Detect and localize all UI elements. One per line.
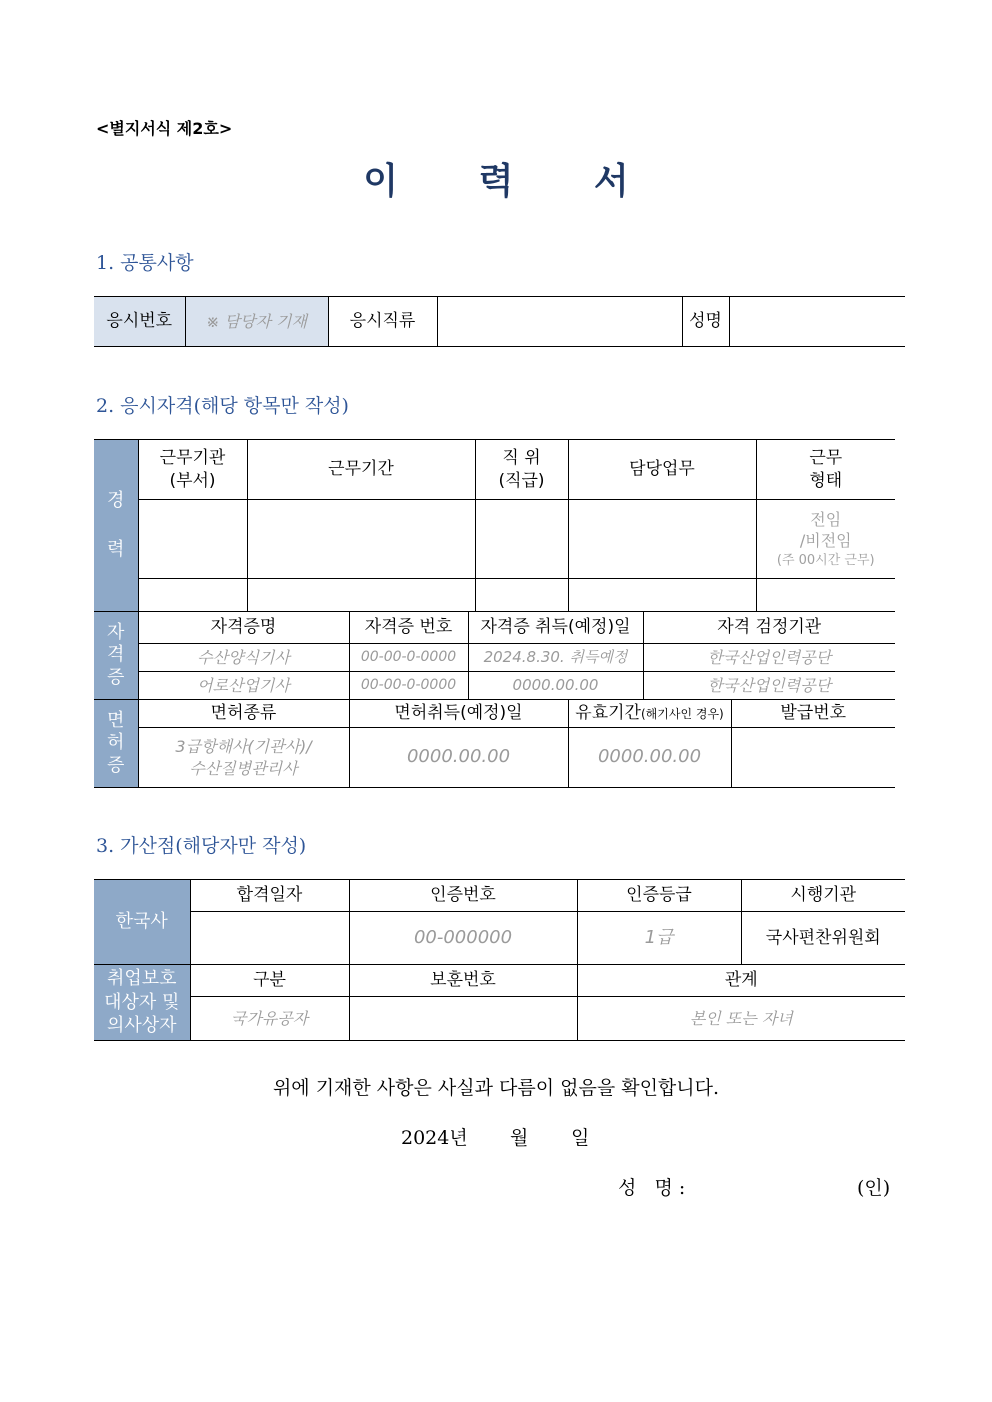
- col-period: 근무기간: [247, 440, 475, 500]
- pass-date-field[interactable]: [190, 912, 349, 965]
- veteran-side-label: 취업보호 대상자 및 의사상자: [94, 965, 190, 1041]
- career-period-field[interactable]: [247, 500, 475, 579]
- cert-org-1[interactable]: 한국산업인력공단: [643, 644, 895, 672]
- license-side-label: 면 허 증: [94, 700, 138, 788]
- career-duty-field-2[interactable]: [568, 579, 756, 612]
- career-table: [94, 439, 895, 612]
- certificate-side-label: 자 격 증: [94, 612, 138, 700]
- col-cert-date: 자격증 취득(예정)일: [468, 612, 643, 644]
- col-license-valid: 유효기간(해기사인 경우): [568, 700, 731, 728]
- col-cert-org: 자격 검정기관: [643, 612, 895, 644]
- exam-number-value: ※ 담당자 기재: [185, 297, 328, 347]
- career-rank-field-2[interactable]: [475, 579, 568, 612]
- confirmation-text: 위에 기재한 사항은 사실과 다름이 없음을 확인합니다.: [272, 1077, 720, 1099]
- col-license-type: 면허종류: [138, 700, 349, 728]
- career-rank-field[interactable]: [475, 500, 568, 579]
- cert-org-2[interactable]: 한국산업인력공단: [643, 672, 895, 700]
- cert-date-2[interactable]: 0000.00.00: [468, 672, 643, 700]
- col-veteran-no: 보훈번호: [349, 965, 577, 997]
- date-year: 2024년: [401, 1127, 468, 1149]
- work-type-field-2[interactable]: [756, 579, 895, 612]
- grade-value[interactable]: 1급: [577, 912, 741, 965]
- col-cert-name: 자격증명: [138, 612, 349, 644]
- work-type-hint[interactable]: 전임 /비전임 (주 00시간 근무): [756, 500, 895, 579]
- col-relation: 관계: [577, 965, 905, 997]
- cert-name-1[interactable]: 수산양식기사: [138, 644, 349, 672]
- exam-number-label: 응시번호: [94, 297, 185, 347]
- date-day: 일: [571, 1127, 590, 1149]
- date-month: 월: [510, 1127, 529, 1149]
- korean-history-table: [94, 879, 905, 965]
- name-field[interactable]: [729, 297, 905, 347]
- position-label: 응시직류: [328, 297, 437, 347]
- veteran-no-field[interactable]: [349, 997, 577, 1041]
- cert-no-2[interactable]: 00-00-0-0000: [349, 672, 468, 700]
- career-org-field[interactable]: [138, 500, 247, 579]
- col-cert-number: 인증번호: [349, 880, 577, 912]
- relation-value[interactable]: 본인 또는 자녀: [577, 997, 905, 1041]
- name-label: 성명: [682, 297, 729, 347]
- career-duty-field[interactable]: [568, 500, 756, 579]
- license-type-value[interactable]: 3급항해사(기관사)/ 수산질병관리사: [138, 728, 349, 788]
- col-license-date: 면허취득(예정)일: [349, 700, 568, 728]
- cert-name-2[interactable]: 어로산업기사: [138, 672, 349, 700]
- position-field[interactable]: [437, 297, 682, 347]
- col-rank: 직 위 (직급): [475, 440, 568, 500]
- col-grade: 인증등급: [577, 880, 741, 912]
- license-date-value[interactable]: 0000.00.00: [349, 728, 568, 788]
- category-value[interactable]: 국가유공자: [190, 997, 349, 1041]
- col-duty: 담당업무: [568, 440, 756, 500]
- common-info-table: [94, 296, 905, 347]
- agency-value: 국사편찬위원회: [741, 912, 905, 965]
- certificate-table: [94, 611, 895, 700]
- veteran-table: [94, 964, 905, 1041]
- license-issue-field[interactable]: [731, 728, 895, 788]
- cert-date-1[interactable]: 2024.8.30. 취득예정: [468, 644, 643, 672]
- career-side-label: 경 력: [94, 440, 138, 612]
- license-valid-value[interactable]: 0000.00.00: [568, 728, 731, 788]
- cert-number-value[interactable]: 00-000000: [349, 912, 577, 965]
- col-pass-date: 합격일자: [190, 880, 349, 912]
- signature-label: 성 명 :: [618, 1177, 686, 1199]
- korean-history-side-label: 한국사: [94, 880, 190, 965]
- section-2-heading: 2. 응시자격(해당 항목만 작성): [96, 395, 349, 417]
- section-1-heading: 1. 공통사항: [96, 252, 194, 274]
- col-work-type: 근무 형태: [756, 440, 895, 500]
- cert-no-1[interactable]: 00-00-0-0000: [349, 644, 468, 672]
- career-org-field-2[interactable]: [138, 579, 247, 612]
- col-org: 근무기관 (부서): [138, 440, 247, 500]
- col-cert-no: 자격증 번호: [349, 612, 468, 644]
- seal-mark: (인): [857, 1177, 891, 1199]
- page-title: 이 력 서: [363, 161, 663, 202]
- license-table: [94, 699, 895, 788]
- career-period-field-2[interactable]: [247, 579, 475, 612]
- col-agency: 시행기관: [741, 880, 905, 912]
- form-number: <별지서식 제2호>: [96, 119, 233, 138]
- col-license-issue: 발급번호: [731, 700, 895, 728]
- col-category: 구분: [190, 965, 349, 997]
- section-3-heading: 3. 가산점(해당자만 작성): [96, 835, 307, 857]
